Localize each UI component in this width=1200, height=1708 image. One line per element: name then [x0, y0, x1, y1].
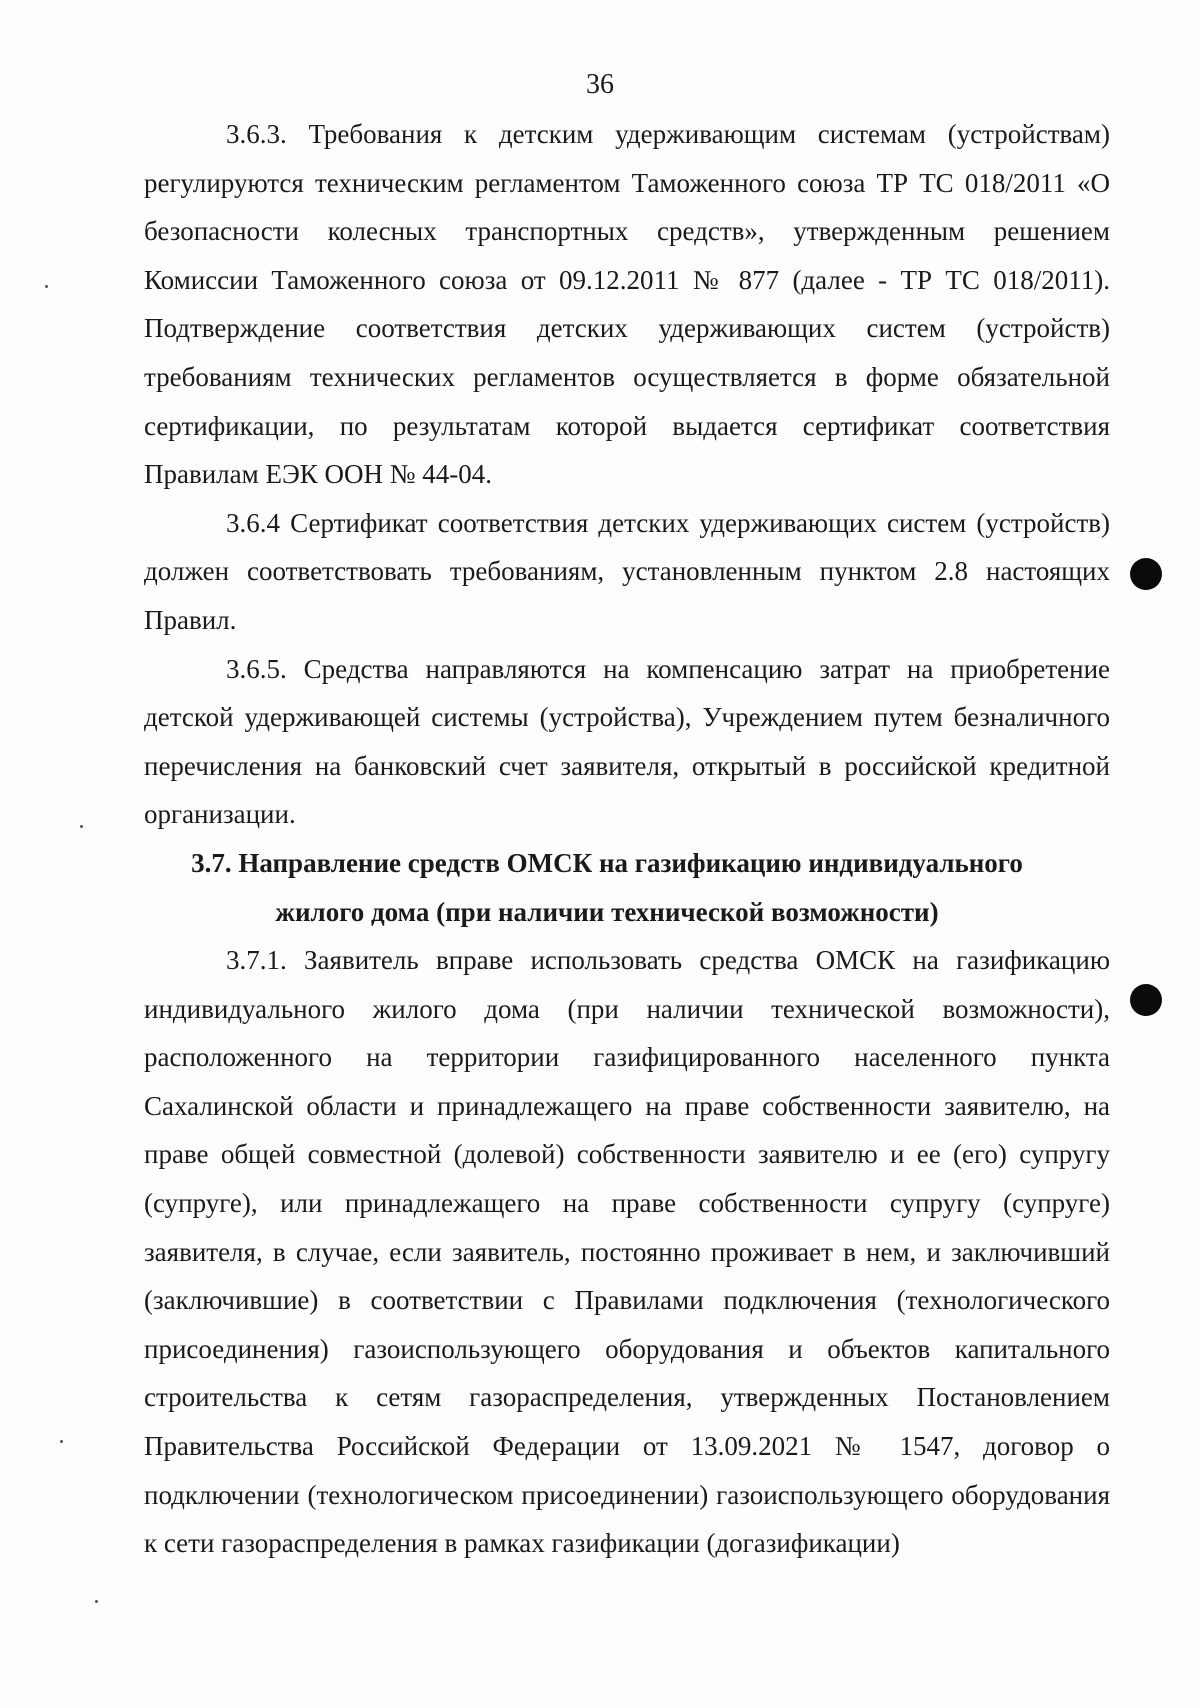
scan-speck — [95, 1600, 98, 1603]
paragraph-3-6-5: 3.6.5. Средства направляются на компенсацию затрат на приобретение детской удерживающей системы (устройства), Учреждением путем безналичного перечисления на банковский счет заявителя, открытый в российской кредитной организации. — [144, 653, 1110, 830]
page-number: 36 — [586, 69, 614, 100]
margin-dot-mark — [1130, 984, 1162, 1016]
document-body — [144, 110, 1110, 1568]
margin-dot-mark — [1130, 558, 1162, 590]
scan-speck — [80, 825, 83, 828]
section-heading-3-7 — [144, 839, 1110, 936]
paragraph-3-6-4: 3.6.4 Сертификат соответствия детских удерживающих систем (устройств) должен соответствовать требованиям, установленным пунктом 2.8 настоящих Правил. — [144, 507, 1110, 635]
scan-speck — [45, 285, 48, 288]
section-heading-line-1: 3.7. Направление средств ОМСК на газификацию индивидуального — [191, 847, 1023, 878]
paragraph-3-7-1: 3.7.1. Заявитель вправе использовать средства ОМСК на газификацию индивидуального жилого дома (при наличии технической возможности), расположенного на территории газифицированного населенного пункта Сахалинской области и принадлежащего на праве собственности заявителю, на праве общей совместной (долевой) собственности заявителю и ее (его) супругу (супруге), или принадлежащего на праве собственности супругу (супруге) заявителя, в случае, если заявитель, постоянно проживает в нем, и заключивший (заключившие) в соответствии с Правилами подключения (технологического присоединения) газоиспользующего оборудования и объектов капитального строительства к сетям газораспределения, утвержденных Постановлением Правительства Российской Федерации от 13.09.2021 № 1547, договор о подключении (технологическом присоединении) газоиспользующего оборудования к сети газораспределения в рамках газификации (догазификации) — [144, 945, 1110, 1559]
scan-speck — [60, 1440, 63, 1443]
section-heading-line-2: жилого дома (при наличии технической возможности) — [275, 896, 939, 927]
paragraph-3-6-3: 3.6.3. Требования к детским удерживающим системам (устройствам) регулируются техническим регламентом Таможенного союза ТР ТС 018/2011 «О безопасности колесных транспортных средств», утвержденным решением Комиссии Таможенного союза от 09.12.2011 № 877 (далее - ТР ТС 018/2011). Подтверждение соответствия детских удерживающих систем (устройств) требованиям технических регламентов осуществляется в форме обязательной сертификации, по результатам которой выдается сертификат соответствия Правилам ЕЭК ООН № 44-04. — [144, 119, 1110, 490]
